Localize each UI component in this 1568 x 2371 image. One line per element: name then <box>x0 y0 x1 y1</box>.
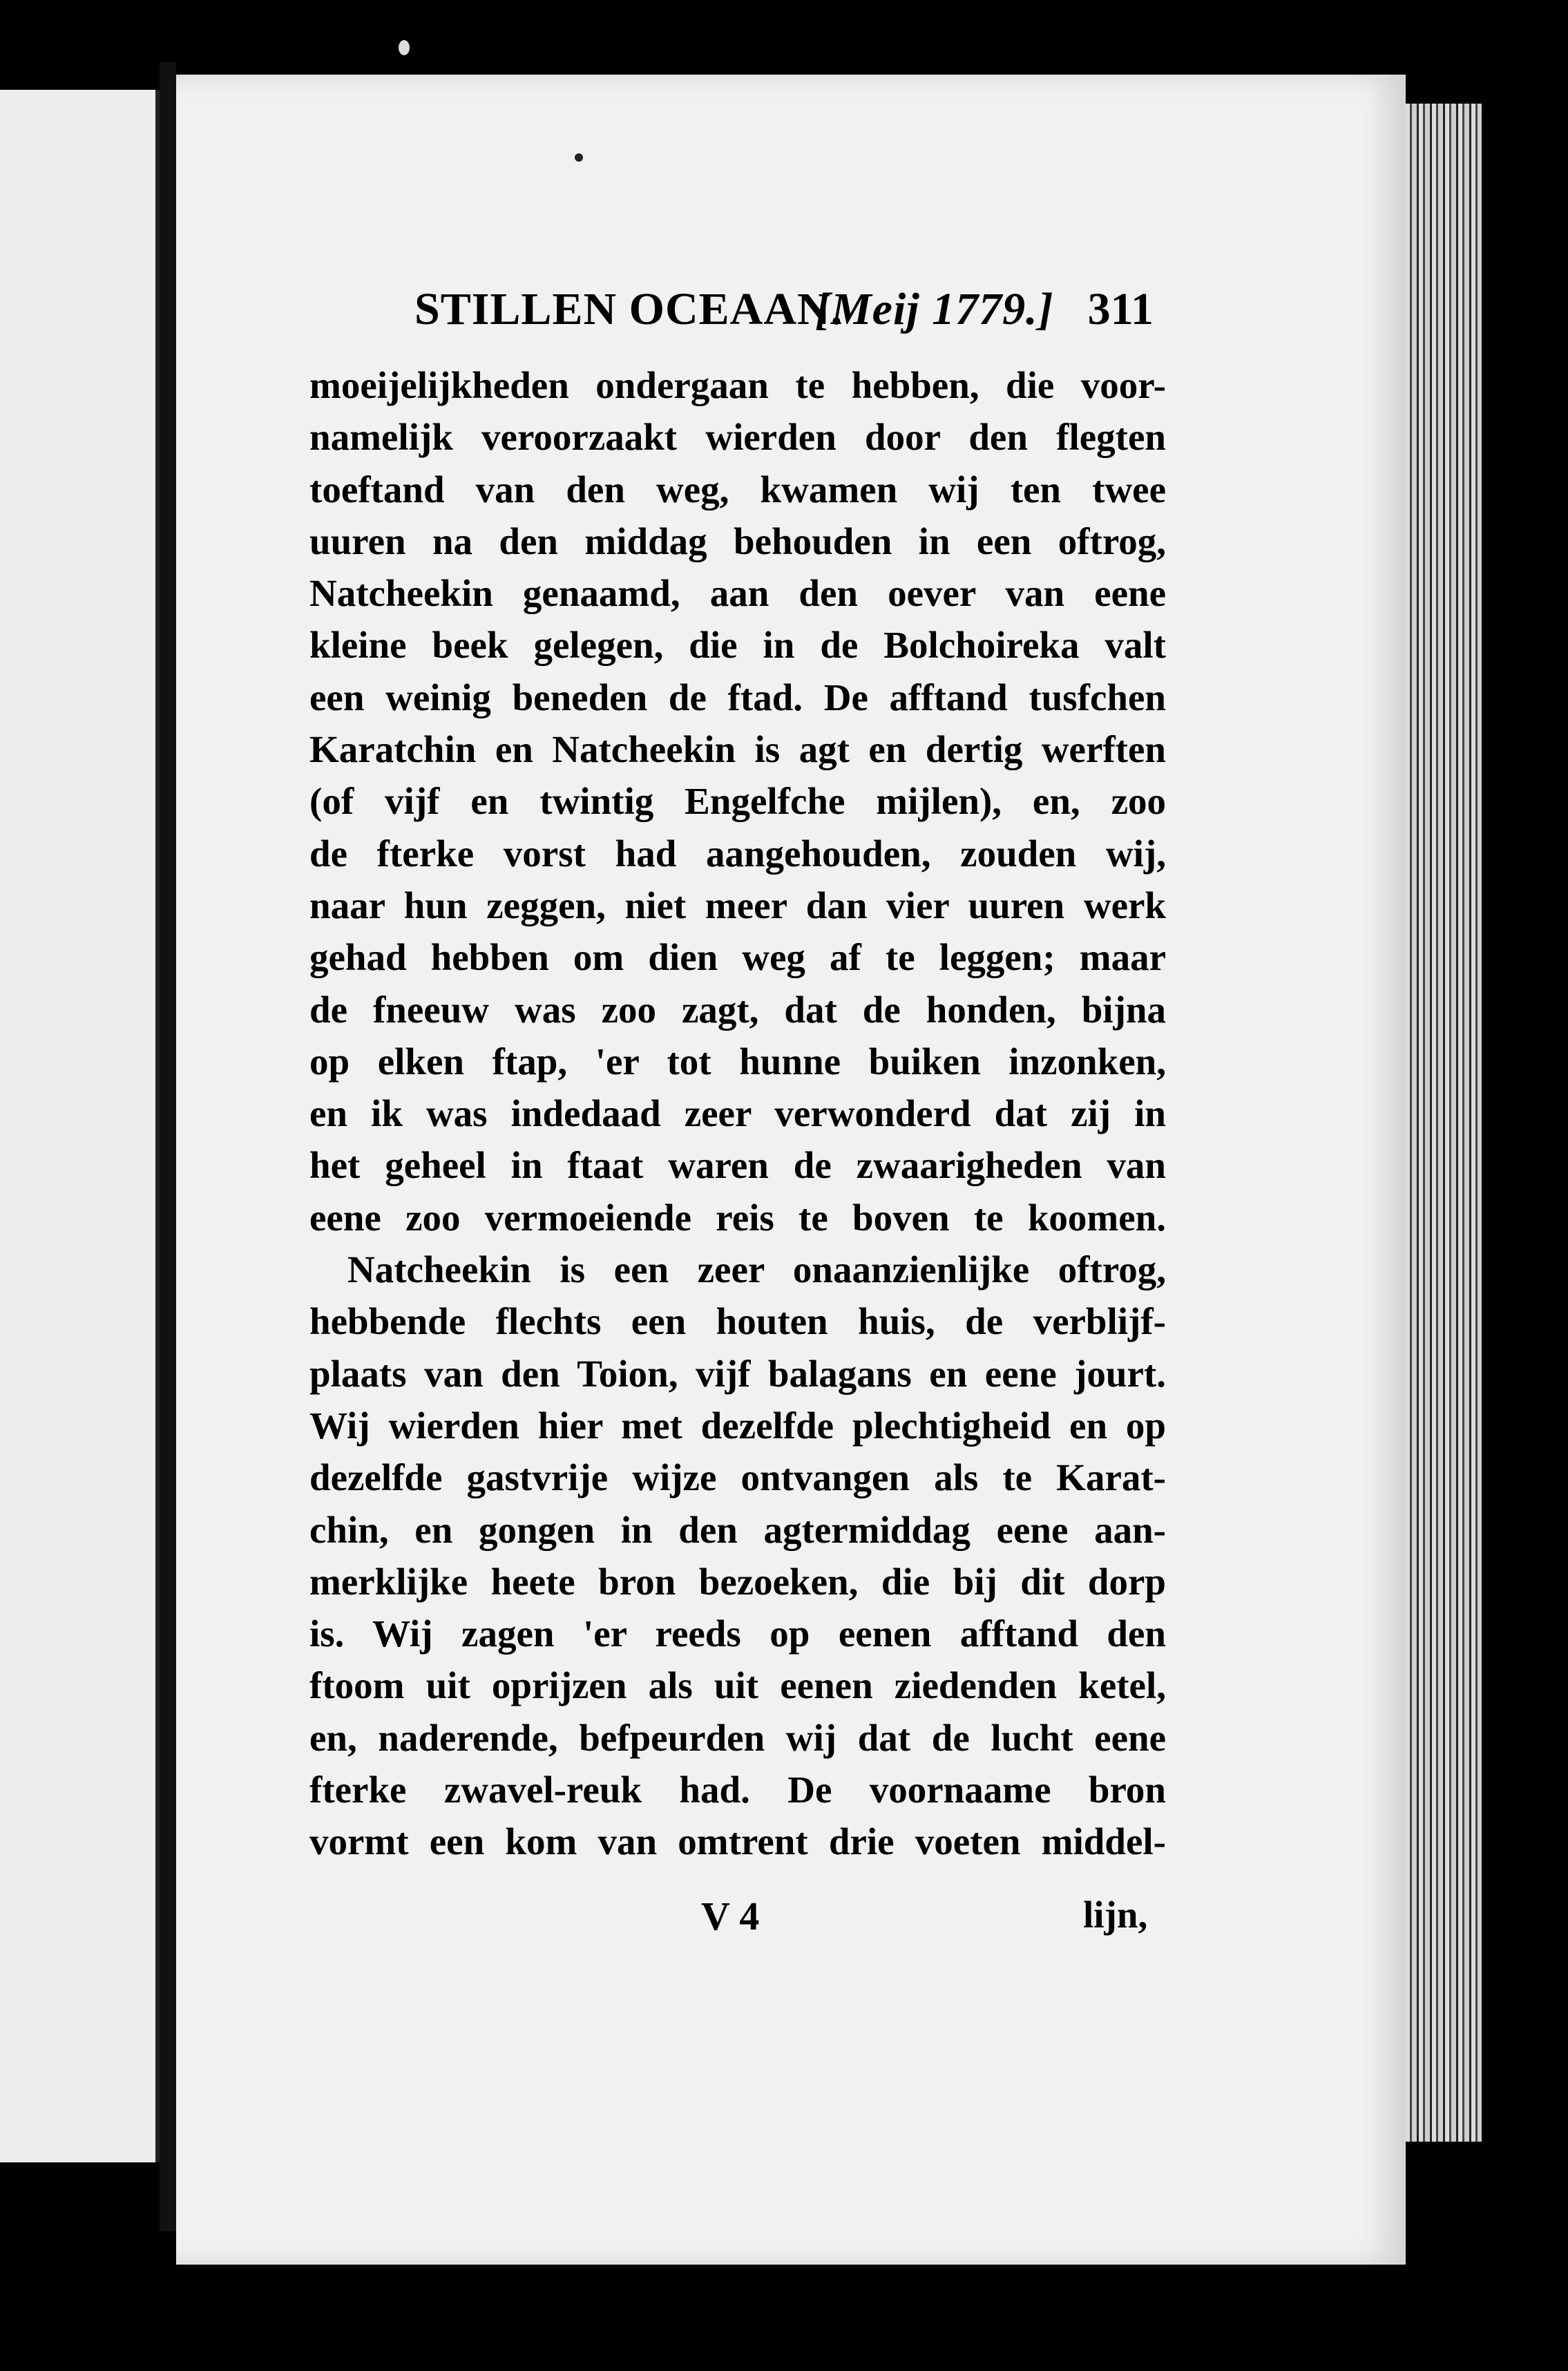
catchword: lijn, <box>1083 1894 1148 1936</box>
text-line: dezelfde gastvrije wijze ontvangen als te Karat- <box>309 1456 1166 1499</box>
text-line: moeijelijkheden ondergaan te hebben, die voor- <box>309 364 1166 406</box>
text-line: uuren na den middag behouden in een oftrog, <box>309 520 1166 562</box>
text-line: kleine beek gelegen, die in de Bolchoireka valt <box>309 624 1166 667</box>
text-line: de fneeuw was zoo zagt, dat de honden, bijna <box>309 988 1166 1031</box>
text-line: hebbende flechts een houten huis, de verblijf- <box>309 1300 1166 1343</box>
body-text <box>309 359 1166 1868</box>
text-line: Karatchin en Natcheekin is agt en dertig werften <box>309 728 1166 771</box>
ink-spot <box>399 40 410 55</box>
text-line: gehad hebben om dien weg af te leggen; maar <box>309 936 1166 979</box>
running-header <box>414 283 1154 359</box>
text-line: merklijke heete bron bezoeken, die bij dit dorp <box>309 1560 1166 1603</box>
text-line: eene zoo vermoeiende reis te boven te koomen. <box>309 1196 1166 1239</box>
text-line: namelijk veroorzaakt wierden door den flegten <box>309 416 1166 459</box>
left-page-edge <box>0 90 160 2162</box>
header-date: [Meij 1779.] <box>815 284 1054 334</box>
paragraph-start-line: Natcheekin is een zeer onaanzienlijke oftrog, <box>347 1248 1166 1291</box>
text-line: en ik was indedaad zeer verwonderd dat zij in <box>309 1092 1166 1135</box>
page-number: 311 <box>1087 284 1154 334</box>
text-line: chin, en gongen in den agtermiddag eene aan- <box>309 1508 1166 1551</box>
text-line: het geheel in ftaat waren de zwaarigheden van <box>309 1144 1166 1187</box>
text-line: de fterke vorst had aangehouden, zouden wij, <box>309 832 1166 875</box>
page-edges <box>1406 104 1482 2142</box>
signature-mark: V 4 <box>701 1894 760 1939</box>
text-line: Natcheekin genaamd, aan den oever van eene <box>309 572 1166 615</box>
text-line: ftoom uit oprijzen als uit eenen ziedenden ketel, <box>309 1664 1166 1707</box>
text-line: naar hun zeggen, niet meer dan vier uuren werk <box>309 884 1166 926</box>
text-line: plaats van den Toion, vijf balagans en eene jourt. <box>309 1352 1166 1395</box>
text-line: op elken ftap, 'er tot hunne buiken inzonken, <box>309 1040 1166 1083</box>
text-line: Wij wierden hier met dezelfde plechtigheid en op <box>309 1404 1166 1447</box>
text-line: toeftand van den weg, kwamen wij ten twee <box>309 468 1166 511</box>
text-line: is. Wij zagen 'er reeds op eenen afftand den <box>309 1612 1166 1655</box>
text-line: fterke zwavel-reuk had. De voornaame bron <box>309 1769 1166 1811</box>
book-gutter <box>160 62 176 2231</box>
running-title: STILLEN OCEAAN. <box>414 284 843 334</box>
text-line: en, naderende, befpeurden wij dat de lucht eene <box>309 1716 1166 1759</box>
text-line: vormt een kom van omtrent drie voeten middel- <box>309 1820 1166 1863</box>
text-line: (of vijf en twintig Engelfche mijlen), en, zoo <box>309 780 1166 823</box>
ink-spot <box>575 153 583 162</box>
text-line: een weinig beneden de ftad. De afftand tusfchen <box>309 676 1166 718</box>
